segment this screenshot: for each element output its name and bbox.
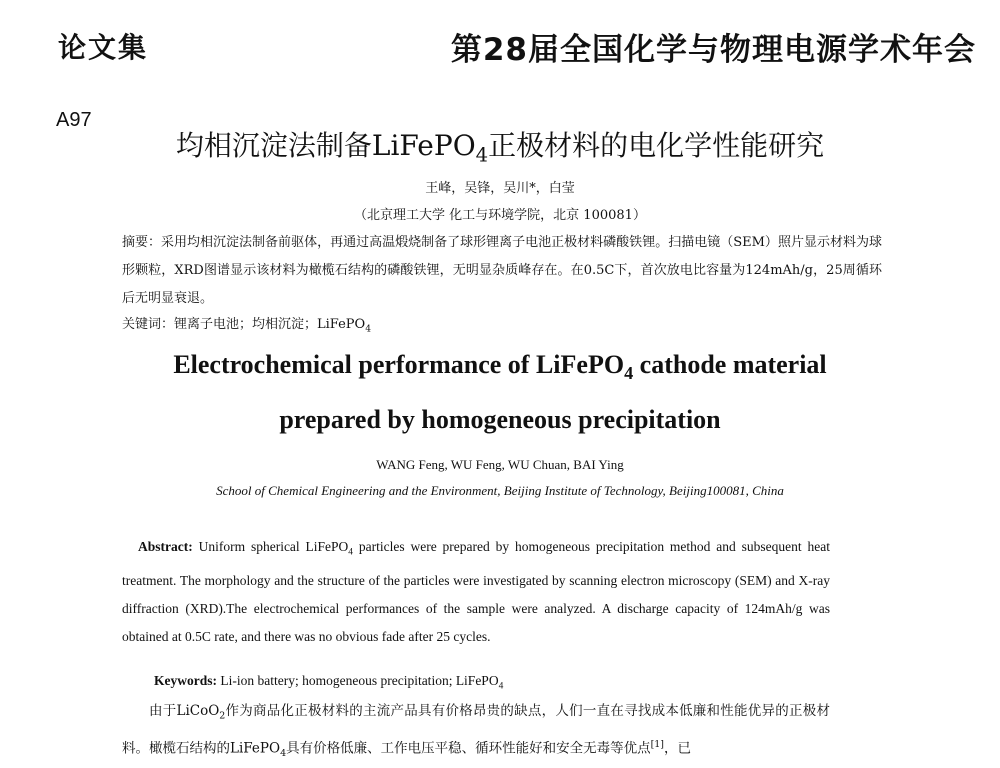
en-abstract-label: Abstract:	[138, 539, 193, 554]
zh-title-part-b: 正极材料的电化学性能研究	[488, 129, 825, 162]
zh-title-subscript: 4	[475, 143, 489, 167]
body-part-a: 由于LiCoO	[149, 703, 220, 719]
zh-keywords-label: 关键词：	[122, 317, 175, 332]
en-keywords-label: Keywords:	[154, 673, 217, 688]
en-title1-part-a: Electrochemical performance of LiFePO	[173, 350, 625, 379]
en-keywords	[154, 673, 503, 692]
zh-abstract	[122, 229, 882, 313]
zh-title	[0, 124, 1000, 167]
zh-title-part-a: 均相沉淀法制备LiFePO	[175, 129, 476, 162]
paper-id: A97	[56, 109, 92, 131]
body-reference[interactable]: [1]	[650, 738, 664, 750]
zh-abstract-text: 采用均相沉淀法制备前驱体，再通过高温煅烧制备了球形锂离子电池正极材料磷酸铁锂。扫描电镜（SEM）照片显示材料为球形颗粒，XRD图谱显示该材料为橄榄石结构的磷酸铁锂，无明显杂质峰存在。在0.5C下，首次放电比容量为124mAh/g，25周循环后无明显衰退。	[122, 235, 882, 306]
header-right: 第28届全国化学与物理电源学术年会	[450, 32, 976, 68]
body-part-d: ，已	[663, 740, 691, 757]
en-title-line-1	[0, 350, 1000, 384]
en-title1-subscript: 4	[624, 363, 634, 384]
en-abstract	[122, 533, 830, 651]
zh-keywords-text: 锂离子电池；均相沉淀；LiFePO	[174, 317, 366, 332]
en-keywords-text: Li-ion battery; homogeneous precipitation; LiFePO	[217, 673, 499, 688]
zh-authors: 王峰，吴锋，吴川*，白莹	[425, 181, 575, 196]
zh-abstract-label: 摘要：	[122, 235, 162, 250]
en-keywords-subscript: 4	[498, 681, 504, 692]
body-subscript-2: 4	[280, 747, 287, 759]
zh-keywords	[122, 313, 371, 335]
header-left: 论文集	[58, 31, 149, 64]
en-title1-part-b: cathode material	[633, 350, 827, 379]
en-abstract-part-b: particles were prepared by homogeneous precipitation method and subsequent heat treatment. The morphology and the structure of the particles were investigated by scanning electron microscopy (SEM) and X-ray diffraction (XRD).The electrochemical performances of the sample were analyzed. A discharge capacity of 124mAh/g was obtained at 0.5C rate, and there was no obvious fade after 25 cycles.	[122, 539, 830, 644]
body-part-c: 具有价格低廉、工作电压平稳、循环性能好和安全无毒等优点	[286, 740, 651, 757]
zh-keywords-subscript: 4	[365, 324, 372, 335]
body-subscript-1: 2	[219, 710, 226, 722]
en-affiliation: School of Chemical Engineering and the Environment, Beijing Institute of Technology, Beijing100081, China	[216, 483, 784, 498]
zh-affiliation: （北京理工大学 化工与环境学院，北京 100081）	[354, 208, 646, 223]
en-title-line-2: prepared by homogeneous precipitation	[279, 405, 721, 434]
body-part-b: 作为商品化正极材料的主流产品具有价格昂贵的缺点，人们一直在寻找成本低廉和性能优异的正极材料。橄榄石结构的LiFePO	[122, 703, 830, 757]
en-abstract-subscript: 4	[348, 547, 354, 558]
en-abstract-part-a: Uniform spherical LiFePO	[192, 539, 349, 554]
en-authors: WANG Feng, WU Feng, WU Chuan, BAI Ying	[376, 457, 624, 472]
body-paragraph	[122, 697, 830, 768]
